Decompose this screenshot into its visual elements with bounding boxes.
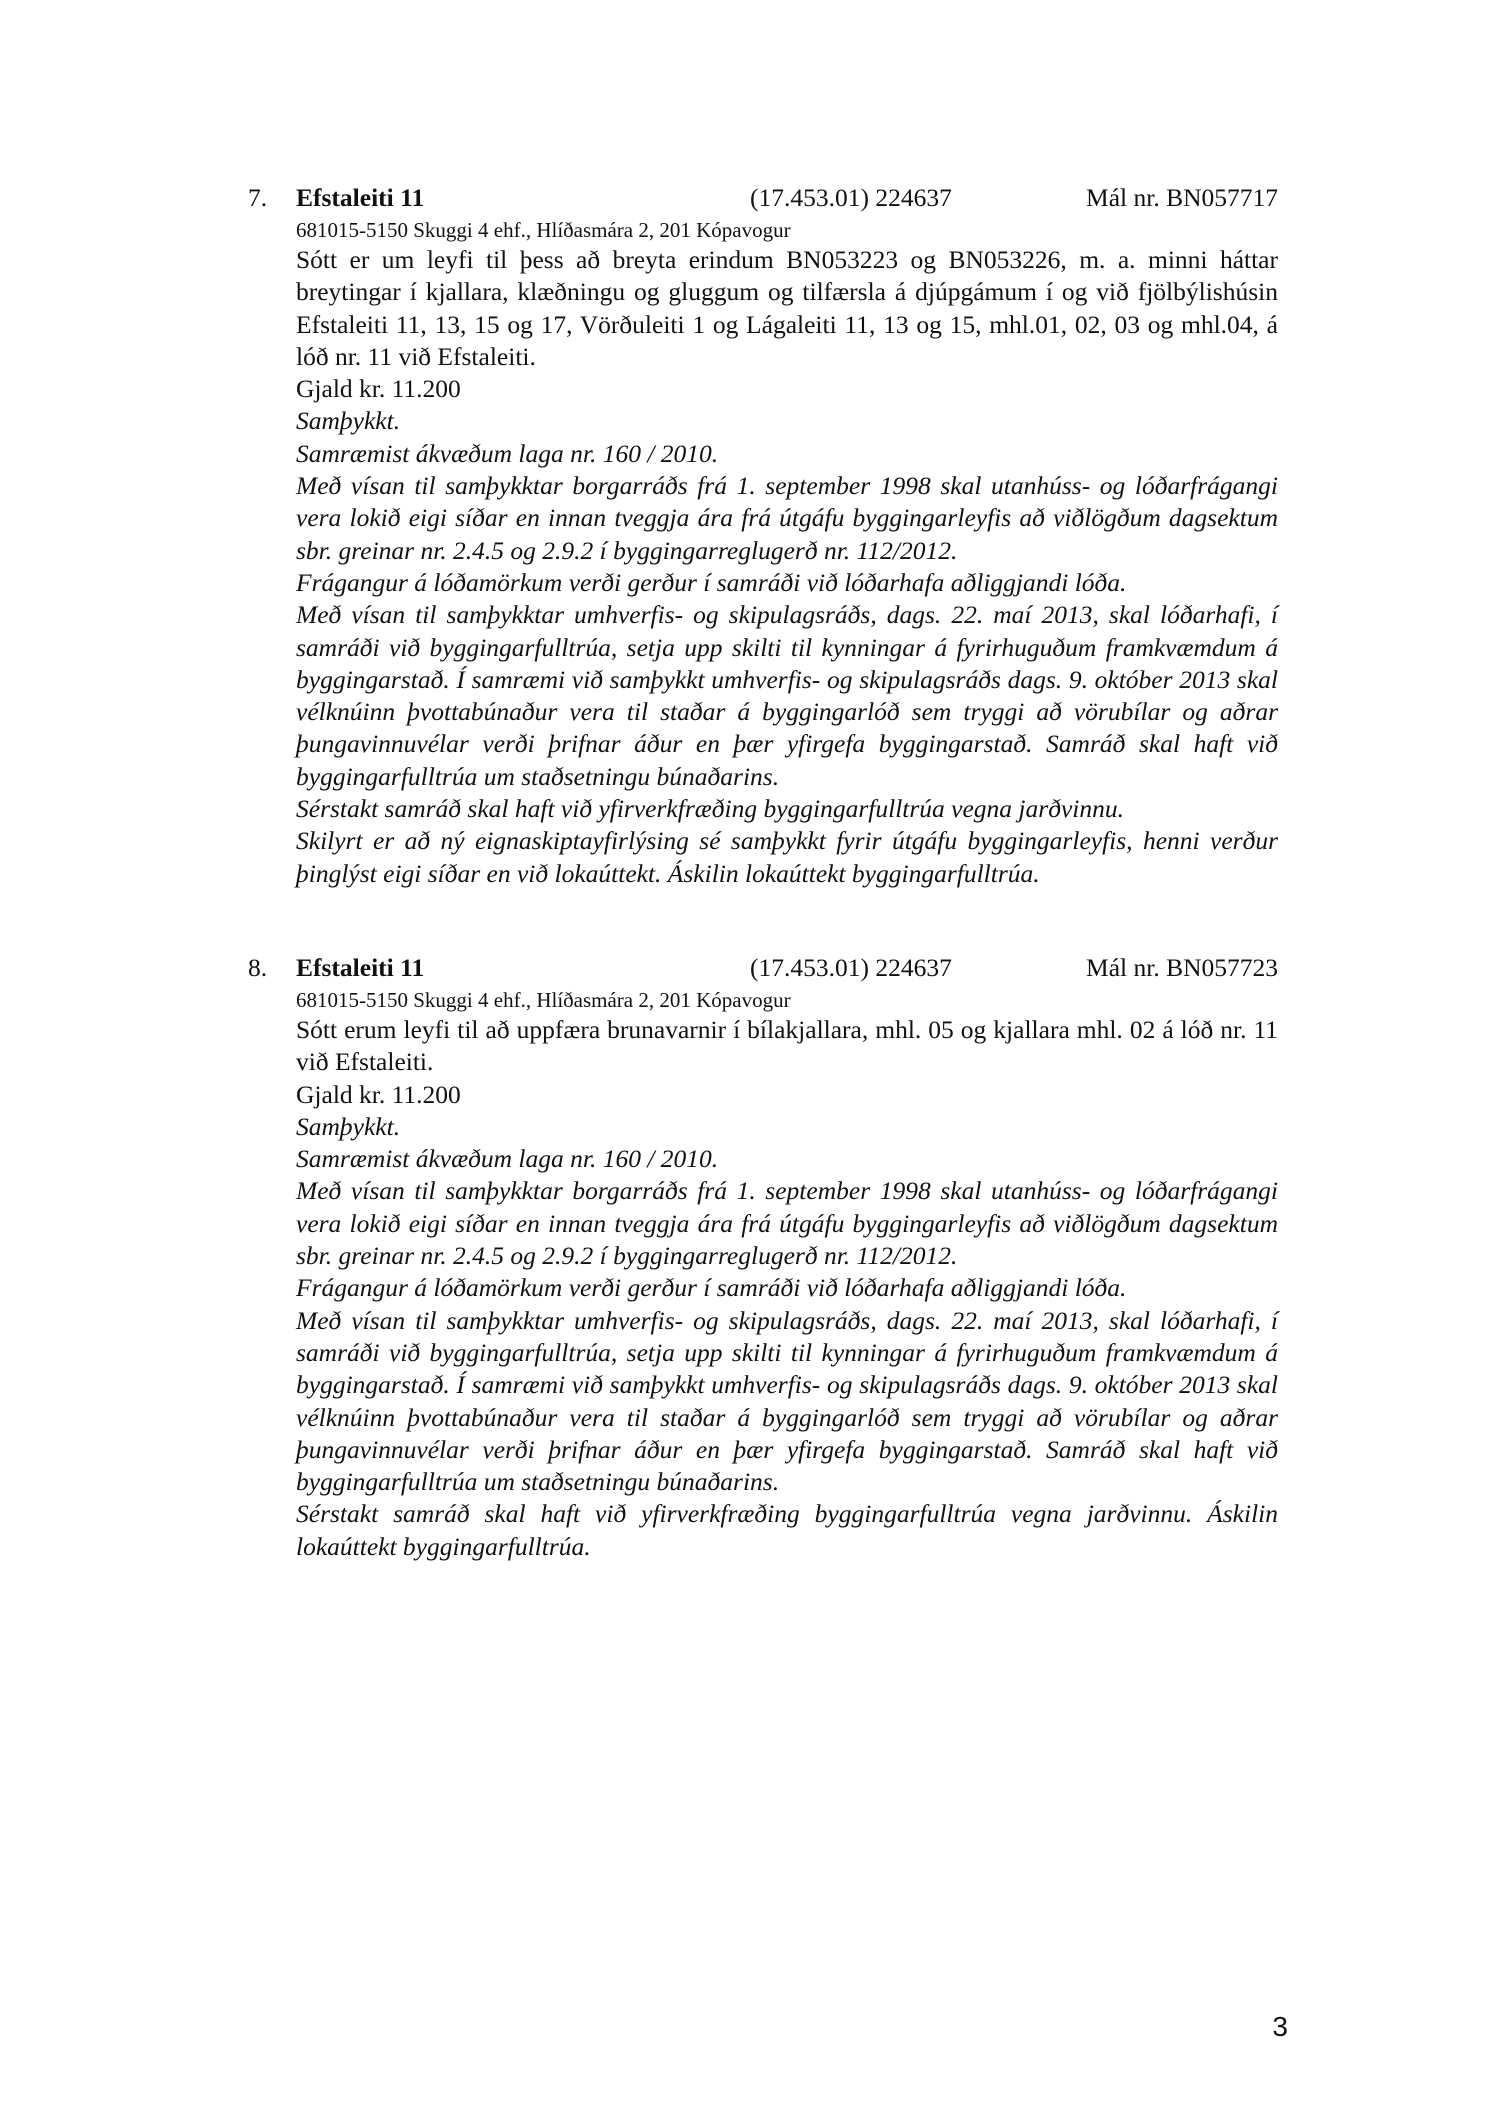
condition: Skilyrt er að ný eignaskiptayfirlýsing sé samþykkt fyrir útgáfu byggingarleyfis, henni verður þinglýst eigi síðar en við lokaúttekt. Áskilin lokaúttekt byggingarfulltrúa. xyxy=(296,826,1278,888)
case-reference-number: Mál nr. BN057717 xyxy=(1086,183,1278,212)
land-number: (17.453.01) 224637 xyxy=(750,183,952,212)
case-8 xyxy=(248,950,1278,1563)
case-7 xyxy=(248,180,1278,890)
description: Sótt er um leyfi til þess að breyta erindum BN053223 og BN053226, m. a. minni háttar breytingar í kjallara, klæðningu og gluggum og tilfærsla á djúpgámum í og við fjölbýlishúsin Efstaleiti 11, 13, 15 og 17, Vörðuleiti 1 og Lágaleiti 11, 13 og 15, mhl.01, 02, 03 og mhl.04, á lóð nr. 11 við Efstaleiti. xyxy=(296,245,1278,371)
case-number-index: 7. xyxy=(248,183,268,212)
description: Sótt erum leyfi til að uppfæra brunavarnir í bílakjallara, mhl. 05 og kjallara mhl. 02 á lóð nr. 11 við Efstaleiti. xyxy=(296,1015,1278,1077)
case-header xyxy=(248,180,1278,216)
fee: Gjald kr. 11.200 xyxy=(296,374,461,404)
case-address: Efstaleiti 11 xyxy=(296,953,425,982)
case-reference-number: Mál nr. BN057723 xyxy=(1086,953,1278,982)
decision: Samþykkt. xyxy=(296,406,401,436)
applicant: 681015-5150 Skuggi 4 ehf., Hlíðasmára 2, 201 Kópavogur xyxy=(296,988,791,1012)
condition: Með vísan til samþykktar borgarráðs frá 1. september 1998 skal utanhúss- og lóðarfrágangi vera lokið eigi síðar en innan tveggja ára frá útgáfu byggingarleyfis að viðlögðum dagsektum sbr. greinar nr. 2.4.5 og 2.9.2 í byggingarreglugerð nr. 112/2012. xyxy=(296,471,1278,565)
applicant: 681015-5150 Skuggi 4 ehf., Hlíðasmára 2, 201 Kópavogur xyxy=(296,218,791,242)
case-address: Efstaleiti 11 xyxy=(296,183,425,212)
law-reference: Samræmist ákvæðum laga nr. 160 / 2010. xyxy=(296,1144,719,1174)
decision: Samþykkt. xyxy=(296,1111,401,1141)
condition: Frágangur á lóðamörkum verði gerður í samráði við lóðarhafa aðliggjandi lóða. xyxy=(296,1273,1127,1303)
condition: Sérstakt samráð skal haft við yfirverkfræðing byggingarfulltrúa vegna jarðvinnu. xyxy=(296,794,1124,824)
condition: Sérstakt samráð skal haft við yfirverkfræðing byggingarfulltrúa vegna jarðvinnu. Áskilin lokaúttekt byggingarfulltrúa. xyxy=(296,1499,1278,1561)
law-reference: Samræmist ákvæðum laga nr. 160 / 2010. xyxy=(296,438,719,468)
case-header xyxy=(248,950,1278,986)
condition: Með vísan til samþykktar umhverfis- og skipulagsráðs, dags. 22. maí 2013, skal lóðarhafi, í samráði við byggingarfulltrúa, setja upp skilti til kynningar á fyrirhuguðum framkvæmdum á byggingarstað. Í samræmi við samþykkt umhverfis- og skipulagsráðs dags. 9. október 2013 skal vélknúinn þvottabúnaður vera til staðar á byggingarlóð sem tryggi að vörubílar og aðrar þungavinnuvélar verði þrifnar áður en þær yfirgefa byggingarstað. Samráð skal haft við byggingarfulltrúa um staðsetningu búnaðarins. xyxy=(296,600,1278,791)
condition: Frágangur á lóðamörkum verði gerður í samráði við lóðarhafa aðliggjandi lóða. xyxy=(296,567,1127,597)
case-body xyxy=(296,986,1278,1563)
case-body xyxy=(296,216,1278,890)
fee: Gjald kr. 11.200 xyxy=(296,1079,461,1109)
case-number-index: 8. xyxy=(248,953,268,982)
page-number: 3 xyxy=(1272,2011,1288,2042)
land-number: (17.453.01) 224637 xyxy=(750,953,952,982)
condition: Með vísan til samþykktar borgarráðs frá 1. september 1998 skal utanhúss- og lóðarfrágangi vera lokið eigi síðar en innan tveggja ára frá útgáfu byggingarleyfis að viðlögðum dagsektum sbr. greinar nr. 2.4.5 og 2.9.2 í byggingarreglugerð nr. 112/2012. xyxy=(296,1176,1278,1271)
condition: Með vísan til samþykktar umhverfis- og skipulagsráðs, dags. 22. maí 2013, skal lóðarhafi, í samráði við byggingarfulltrúa, setja upp skilti til kynningar á fyrirhuguðum framkvæmdum á byggingarstað. Í samræmi við samþykkt umhverfis- og skipulagsráðs dags. 9. október 2013 skal vélknúinn þvottabúnaður vera til staðar á byggingarlóð sem tryggi að vörubílar og aðrar þungavinnuvélar verði þrifnar áður en þær yfirgefa byggingarstað. Samráð skal haft við byggingarfulltrúa um staðsetningu búnaðarins. xyxy=(296,1305,1278,1497)
